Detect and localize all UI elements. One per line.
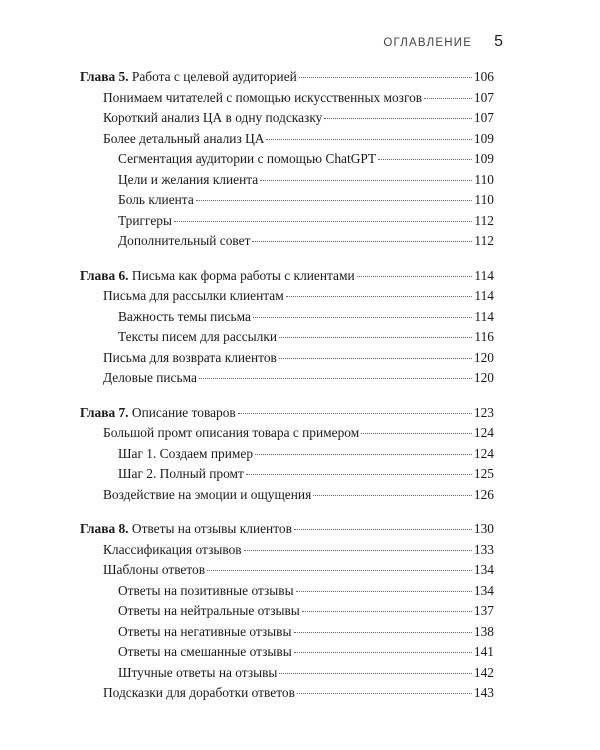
table-of-contents	[80, 67, 494, 718]
entry-title: Шаблоны ответов	[103, 562, 206, 577]
toc-entry[interactable]	[80, 540, 494, 561]
toc-subentry[interactable]	[80, 190, 494, 211]
chapter-title: Описание товаров	[131, 404, 236, 420]
chapter-heading[interactable]	[80, 403, 494, 424]
page-ref: 116	[474, 329, 494, 344]
entry-title: Дополнительный совет	[118, 233, 251, 248]
page-ref: 124	[473, 445, 494, 461]
page-ref: 143	[473, 685, 494, 700]
page-ref: 114	[474, 288, 494, 303]
entry-title: Триггеры	[118, 212, 172, 228]
chapter-5	[80, 67, 494, 252]
toc-subentry[interactable]	[80, 601, 494, 622]
dot-leader	[244, 550, 472, 551]
page-ref: 109	[473, 130, 494, 146]
entry-title: Тексты писем для рассылки	[118, 329, 278, 344]
dot-leader	[424, 98, 472, 99]
page-ref: 142	[473, 664, 494, 680]
entry-title: Сегментация аудитории с помощью ChatGPT	[118, 151, 376, 166]
dot-leader	[279, 673, 471, 674]
page-ref: 120	[473, 370, 494, 385]
toc-subentry[interactable]	[80, 211, 494, 232]
page-ref: 112	[474, 212, 494, 228]
page-ref: 137	[473, 603, 494, 618]
dot-leader	[357, 276, 472, 277]
toc-subentry[interactable]	[80, 327, 494, 348]
page-ref: 134	[473, 562, 494, 577]
entry-title: Подсказки для доработки ответов	[103, 685, 295, 700]
entry-title: Воздействие на эмоции и ощущения	[103, 486, 312, 502]
toc-entry[interactable]	[80, 108, 494, 129]
toc-subentry[interactable]	[80, 170, 494, 191]
dot-leader	[361, 433, 472, 434]
entry-title: Важность темы письма	[118, 308, 251, 324]
dot-leader	[286, 296, 472, 297]
dot-leader	[196, 200, 472, 201]
toc-entry[interactable]	[80, 560, 494, 581]
page-ref: 126	[473, 486, 494, 502]
page-ref: 125	[473, 466, 494, 481]
page-ref: 120	[473, 349, 494, 365]
running-head	[383, 33, 503, 51]
dot-leader	[294, 652, 472, 653]
chapter-title: Работа с целевой аудиторией	[131, 69, 297, 84]
page-ref: 107	[473, 110, 494, 125]
page-ref: 133	[473, 541, 494, 557]
dot-leader	[297, 693, 472, 694]
chapter-label: Глава 6.	[80, 267, 129, 283]
toc-subentry[interactable]	[80, 622, 494, 643]
entry-title: Ответы на негативные отзывы	[118, 623, 292, 639]
dot-leader	[252, 241, 472, 242]
entry-title: Шаг 2. Полный промт	[118, 466, 244, 481]
page-ref: 124	[473, 425, 494, 440]
entry-title: Шаг 1. Создаем пример	[118, 445, 254, 461]
chapter-7	[80, 403, 494, 506]
entry-title: Понимаем читателей с помощью искусственных мозгов	[103, 89, 423, 105]
toc-entry[interactable]	[80, 368, 494, 389]
entry-title: Короткий анализ ЦА в одну подсказку	[103, 110, 323, 125]
page-ref: 114	[474, 308, 494, 324]
toc-subentry[interactable]	[80, 642, 494, 663]
entry-title: Ответы на смешанные отзывы	[118, 644, 292, 659]
entry-title: Классификация отзывов	[103, 541, 242, 557]
chapter-heading[interactable]	[80, 67, 494, 88]
page-number: 5	[494, 33, 503, 50]
dot-leader	[255, 454, 472, 455]
toc-subentry[interactable]	[80, 464, 494, 485]
toc-entry[interactable]	[80, 683, 494, 704]
chapter-title: Ответы на отзывы клиентов	[131, 521, 292, 536]
dot-leader	[302, 611, 472, 612]
dot-leader	[313, 495, 472, 496]
toc-subentry[interactable]	[80, 444, 494, 465]
dot-leader	[199, 378, 472, 379]
page-ref: 106	[473, 69, 494, 84]
toc-subentry[interactable]	[80, 149, 494, 170]
entry-title: Письма для возврата клиентов	[103, 349, 277, 365]
dot-leader	[238, 413, 472, 414]
toc-entry[interactable]	[80, 129, 494, 150]
page-ref: 107	[473, 89, 494, 105]
dot-leader	[324, 118, 472, 119]
entry-title: Боль клиента	[118, 192, 194, 207]
dot-leader	[260, 180, 472, 181]
toc-entry[interactable]	[80, 348, 494, 369]
running-head-title: ОГЛАВЛЕНИЕ	[383, 37, 473, 49]
toc-subentry[interactable]	[80, 231, 494, 252]
entry-title: Более детальный анализ ЦА	[103, 130, 265, 146]
entry-title: Штучные ответы на отзывы	[118, 664, 278, 680]
dot-leader	[279, 358, 472, 359]
entry-title: Цели и желания клиента	[118, 171, 259, 187]
chapter-label: Глава 5.	[80, 69, 129, 84]
entry-title: Ответы на позитивные отзывы	[118, 582, 294, 598]
dot-leader	[378, 159, 472, 160]
toc-entry[interactable]	[80, 485, 494, 506]
toc-entry[interactable]	[80, 88, 494, 109]
toc-entry[interactable]	[80, 423, 494, 444]
toc-subentry[interactable]	[80, 581, 494, 602]
dot-leader	[246, 474, 472, 475]
chapter-6	[80, 266, 494, 389]
chapter-heading[interactable]	[80, 266, 494, 287]
page-ref: 110	[474, 192, 494, 207]
page-ref: 110	[474, 171, 494, 187]
dot-leader	[294, 529, 472, 530]
dot-leader	[253, 317, 472, 318]
page-ref: 123	[473, 404, 494, 420]
page-ref: 138	[473, 623, 494, 639]
toc-subentry[interactable]	[80, 663, 494, 684]
chapter-heading[interactable]	[80, 519, 494, 540]
entry-title: Большой промт описания товара с примером	[103, 425, 360, 440]
toc-entry[interactable]	[80, 286, 494, 307]
toc-subentry[interactable]	[80, 307, 494, 328]
entry-title: Деловые письма	[103, 370, 197, 385]
page-ref: 130	[473, 521, 494, 536]
dot-leader	[299, 77, 472, 78]
dot-leader	[294, 632, 472, 633]
page-ref: 109	[473, 151, 494, 166]
entry-title: Письма для рассылки клиентам	[103, 288, 284, 303]
chapter-title: Письма как форма работы с клиентами	[131, 267, 355, 283]
dot-leader	[266, 139, 471, 140]
chapter-8	[80, 519, 494, 704]
page-ref: 141	[473, 644, 494, 659]
dot-leader	[207, 570, 472, 571]
dot-leader	[279, 337, 472, 338]
chapter-label: Глава 8.	[80, 521, 129, 536]
chapter-label: Глава 7.	[80, 404, 129, 420]
dot-leader	[296, 591, 472, 592]
entry-title: Ответы на нейтральные отзывы	[118, 603, 300, 618]
page-ref: 114	[474, 267, 494, 283]
page-ref: 112	[474, 233, 494, 248]
page-ref: 134	[473, 582, 494, 598]
dot-leader	[174, 221, 472, 222]
